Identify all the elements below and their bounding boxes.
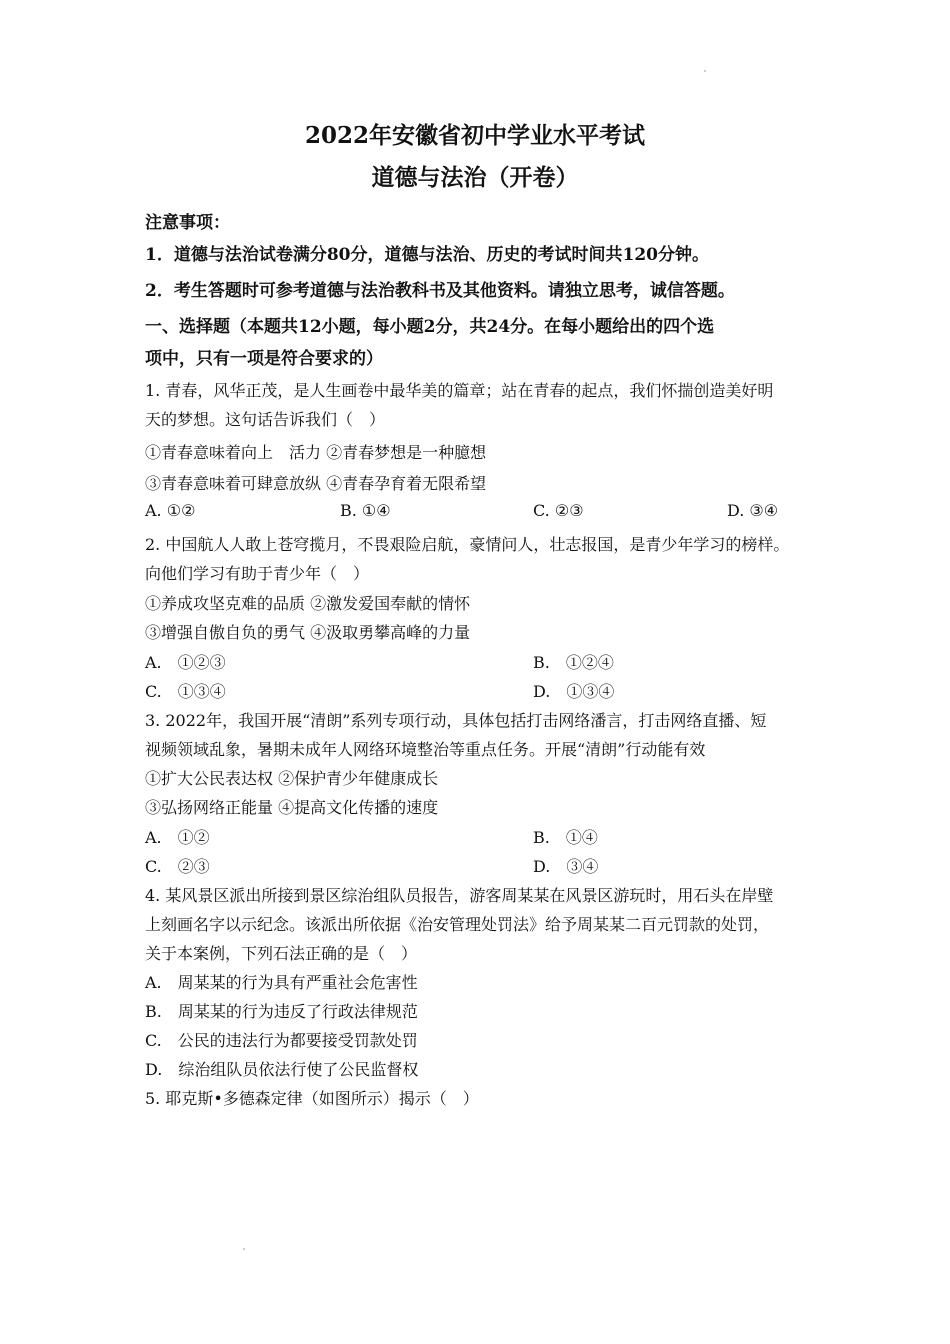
q3-option-c: C. ②③: [145, 857, 210, 876]
q4-stem: 4. 某风景区派出所接到景区综治组队员报告，游客周某某在风景区游玩时，用石头在岸壁: [145, 886, 774, 905]
q1-statement: ③青春意味着可肆意放纵 ④青春孕育着无限希望: [145, 474, 487, 493]
q4-option-c: C. 公民的违法行为都要接受罚款处罚: [145, 1031, 418, 1050]
section-heading: 一、选择题（本题共12小题，每小题2分，共24分。在每小题给出的四个选: [145, 317, 715, 337]
q4-option-a: A. 周某某的行为具有严重社会危害性: [145, 973, 418, 992]
q2-statement: ①养成攻坚克难的品质 ②激发爱国奉献的情怀: [145, 594, 471, 613]
q3-stem-cont: 视频领域乱象，暑期未成年人网络环境整治等重点任务。开展“清朗”行动能有效: [145, 740, 706, 759]
q1-option-d: D. ③④: [727, 501, 779, 520]
q2-option-b: B. ①②④: [533, 653, 614, 672]
q1-option-c: C. ②③: [533, 501, 584, 520]
q3-statement: ①扩大公民表达权 ②保护青少年健康成长: [145, 769, 439, 788]
q2-option-a: A. ①②③: [145, 653, 226, 672]
q4-option-d: D. 综治组队员依法行使了公民监督权: [145, 1060, 419, 1079]
q3-statement: ③弘扬网络正能量 ④提高文化传播的速度: [145, 798, 439, 817]
q1-stem-cont: 天的梦想。这句话告诉我们（ ）: [145, 410, 386, 429]
q4-option-b: B. 周某某的行为违反了行政法律规范: [145, 1002, 418, 1021]
q3-option-b: B. ①④: [533, 828, 598, 847]
q2-option-c: C. ①③④: [145, 682, 226, 701]
q3-stem: 3. 2022年，我国开展“清朗”系列专项行动，具体包括打击网络潘言，打击网络直播、短: [145, 711, 767, 730]
q2-option-d: D. ①③④: [533, 682, 615, 701]
section-heading-cont: 项中，只有一项是符合要求的）: [145, 349, 383, 369]
q1-stem: 1. 青春，风华正茂，是人生画卷中最华美的篇章；站在青春的起点，我们怀揣创造美好明: [145, 381, 774, 400]
exam-title: 2022年安徽省初中学业水平考试: [304, 122, 645, 149]
notice-heading: 注意事项：: [145, 213, 230, 233]
scan-speck: [243, 1248, 245, 1250]
q1-option-b: B. ①④: [340, 501, 391, 520]
q2-statement: ③增强自傲自负的勇气 ④汲取勇攀高峰的力量: [145, 623, 471, 642]
q2-stem-cont: 向他们学习有助于青少年（ ）: [145, 564, 370, 583]
scan-speck: [704, 70, 706, 72]
q3-option-a: A. ①②: [145, 828, 210, 847]
q4-stem-cont: 上刻画名字以示纪念。该派出所依据《治安管理处罚法》给予周某某二百元罚款的处罚，: [145, 915, 770, 934]
q4-stem-cont: 关于本案例，下列石法正确的是（ ）: [145, 944, 418, 963]
q2-stem: 2. 中国航人人敢上苍穹揽月，不畏艰险启航，豪情问人，壮志报国，是青少年学习的榜样。: [145, 535, 790, 554]
exam-subtitle: 道德与法治（开卷）: [371, 164, 579, 191]
q5-stem: 5. 耶克斯•多德森定律（如图所示）揭示（ ）: [145, 1089, 479, 1108]
notice-item: 2．考生答题时可参考道德与法治教科书及其他资料。请独立思考，诚信答题。: [145, 281, 735, 301]
q1-statement: ①青春意味着向上 活力 ②青春梦想是一种臆想: [145, 443, 487, 462]
notice-item: 1．道德与法治试卷满分80分，道德与法治、历史的考试时间共120分钟。: [145, 245, 709, 265]
q1-option-a: A. ①②: [145, 501, 196, 520]
q3-option-d: D. ③④: [533, 857, 599, 876]
